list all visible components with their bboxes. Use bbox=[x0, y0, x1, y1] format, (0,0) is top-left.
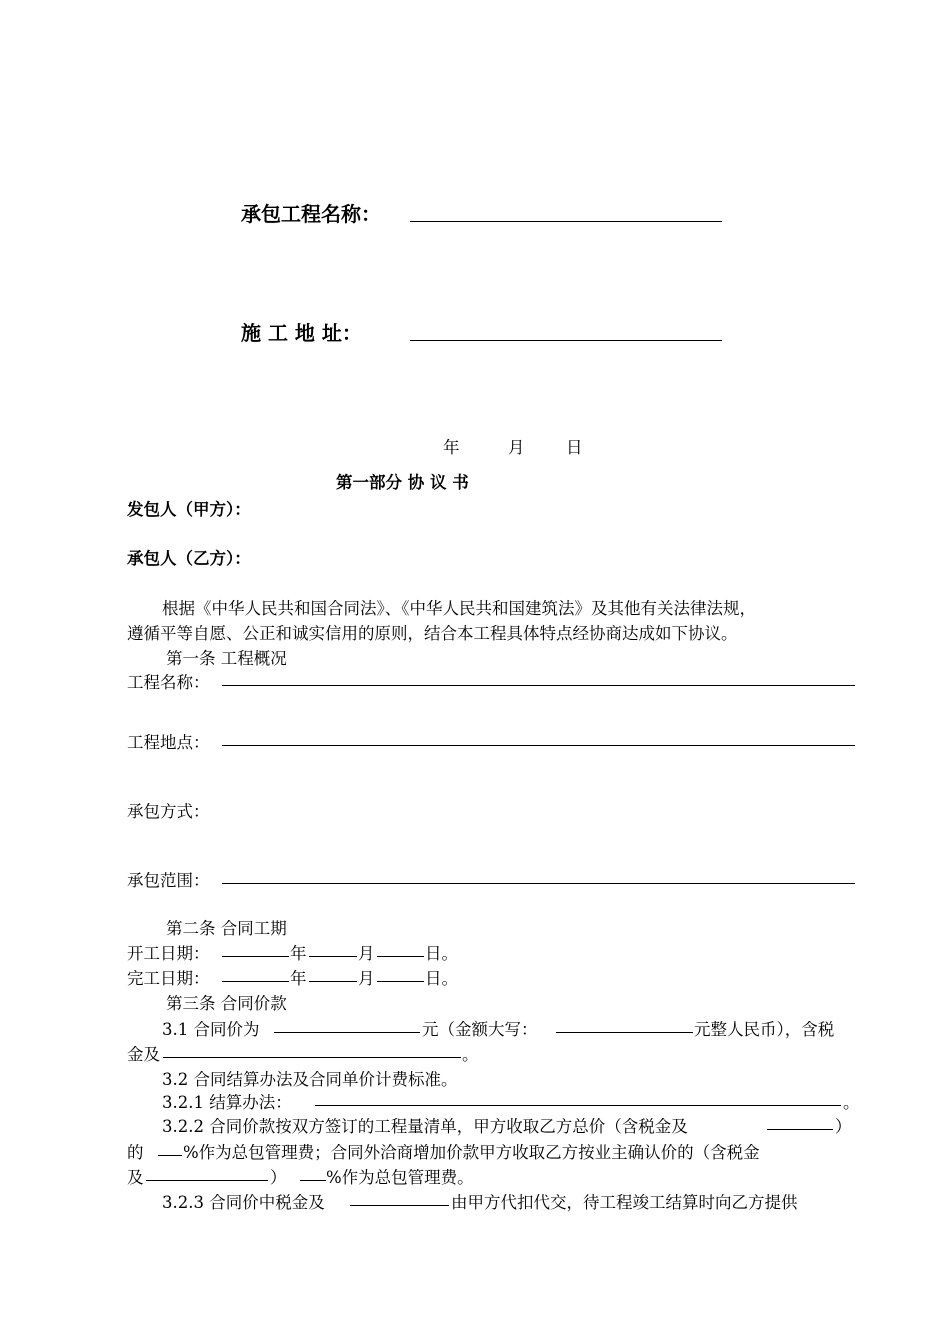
contract-mode-label: 承包方式： bbox=[127, 802, 210, 821]
amount-in-words-blank[interactable] bbox=[556, 1031, 693, 1033]
start-date-label: 开工日期： bbox=[127, 944, 210, 963]
clause-3-2-2-paren-1: ） bbox=[835, 1117, 852, 1136]
end-year-blank[interactable] bbox=[222, 980, 289, 982]
clause-3-2-3-a: 3.2.3 合同价中税金及 bbox=[162, 1193, 325, 1212]
article-1-title: 第一条 工程概况 bbox=[166, 649, 287, 668]
cover-project-name-label: 承包工程名称： bbox=[241, 202, 381, 226]
clause-3-1-a: 3.1 合同价为 bbox=[162, 1020, 260, 1039]
clause-3-1-period: 。 bbox=[462, 1045, 479, 1064]
start-month-blank[interactable] bbox=[309, 955, 357, 957]
contract-scope-label: 承包范围： bbox=[127, 871, 210, 890]
contract-scope-blank[interactable] bbox=[222, 882, 855, 884]
cover-date-month: 月 bbox=[508, 438, 525, 457]
start-day-text: 日。 bbox=[425, 944, 458, 963]
intro-line-2: 遵循平等自愿、公正和诚实信用的原则，结合本工程具体特点经协商达成如下协议。 bbox=[127, 624, 738, 643]
start-day-blank[interactable] bbox=[377, 955, 424, 957]
project-name-label: 工程名称： bbox=[127, 673, 210, 692]
cover-date-year: 年 bbox=[443, 438, 460, 457]
end-month-blank[interactable] bbox=[309, 980, 357, 982]
contractor-label: 承包人（乙方）： bbox=[127, 549, 251, 568]
tax-blank[interactable] bbox=[163, 1056, 461, 1058]
cover-date-day: 日 bbox=[566, 438, 583, 457]
intro-line-1: 根据《中华人民共和国合同法》、《中华人民共和国建筑法》及其他有关法律法规， bbox=[162, 599, 756, 618]
tax-withholding-blank[interactable] bbox=[350, 1204, 449, 1206]
part-title: 第一部分 协 议 书 bbox=[336, 473, 469, 492]
clause-3-2-2-b: 的 bbox=[127, 1143, 144, 1162]
project-location-blank[interactable] bbox=[222, 744, 855, 746]
start-year-blank[interactable] bbox=[222, 955, 289, 957]
settlement-method-blank[interactable] bbox=[315, 1104, 841, 1106]
end-day-text: 日。 bbox=[425, 969, 458, 988]
clause-3-2-3-b: 由甲方代扣代交，待工程竣工结算时向乙方提供 bbox=[451, 1193, 798, 1212]
project-location-label: 工程地点： bbox=[127, 733, 210, 752]
end-month-text: 月 bbox=[358, 969, 375, 988]
employer-label: 发包人（甲方）： bbox=[127, 500, 251, 519]
cover-address-blank[interactable] bbox=[410, 339, 722, 341]
clause-3-2: 3.2 合同结算办法及合同单价计费标准。 bbox=[162, 1070, 458, 1089]
clause-3-2-2-c: %作为总包管理费；合同外洽商增加价款甲方收取乙方按业主确认价的（含税金 bbox=[183, 1143, 760, 1162]
clause-3-2-2-d: 及 bbox=[127, 1168, 144, 1187]
clause-3-2-1-period: 。 bbox=[843, 1093, 860, 1112]
cover-address-label: 施 工 地 址： bbox=[241, 321, 362, 345]
clause-3-1-c: 元整人民币），含税 bbox=[694, 1020, 835, 1039]
total-price-tax-blank[interactable] bbox=[767, 1128, 833, 1130]
start-year-text: 年 bbox=[290, 944, 307, 963]
contract-price-blank[interactable] bbox=[274, 1031, 420, 1033]
end-day-blank[interactable] bbox=[377, 980, 424, 982]
mgmt-fee-percent-blank-1[interactable] bbox=[158, 1154, 182, 1156]
article-2-title: 第二条 合同工期 bbox=[166, 919, 287, 938]
project-name-blank[interactable] bbox=[222, 684, 855, 686]
cover-project-name-blank[interactable] bbox=[410, 220, 722, 222]
mgmt-fee-percent-blank-2[interactable] bbox=[300, 1179, 326, 1181]
end-date-label: 完工日期： bbox=[127, 969, 210, 988]
clause-3-1-d: 金及 bbox=[127, 1045, 160, 1064]
clause-3-2-2-a: 3.2.2 合同价款按双方签订的工程量清单，甲方收取乙方总价（含税金及 bbox=[162, 1117, 688, 1136]
clause-3-2-2-e: %作为总包管理费。 bbox=[326, 1168, 474, 1187]
article-3-title: 第三条 合同价款 bbox=[166, 994, 287, 1013]
clause-3-2-2-paren-2: ） bbox=[270, 1168, 287, 1187]
clause-3-2-1: 3.2.1 结算办法： bbox=[162, 1093, 292, 1112]
end-year-text: 年 bbox=[290, 969, 307, 988]
clause-3-1-b: 元（金额大写： bbox=[422, 1020, 538, 1039]
start-month-text: 月 bbox=[358, 944, 375, 963]
extra-price-tax-blank[interactable] bbox=[146, 1179, 268, 1181]
